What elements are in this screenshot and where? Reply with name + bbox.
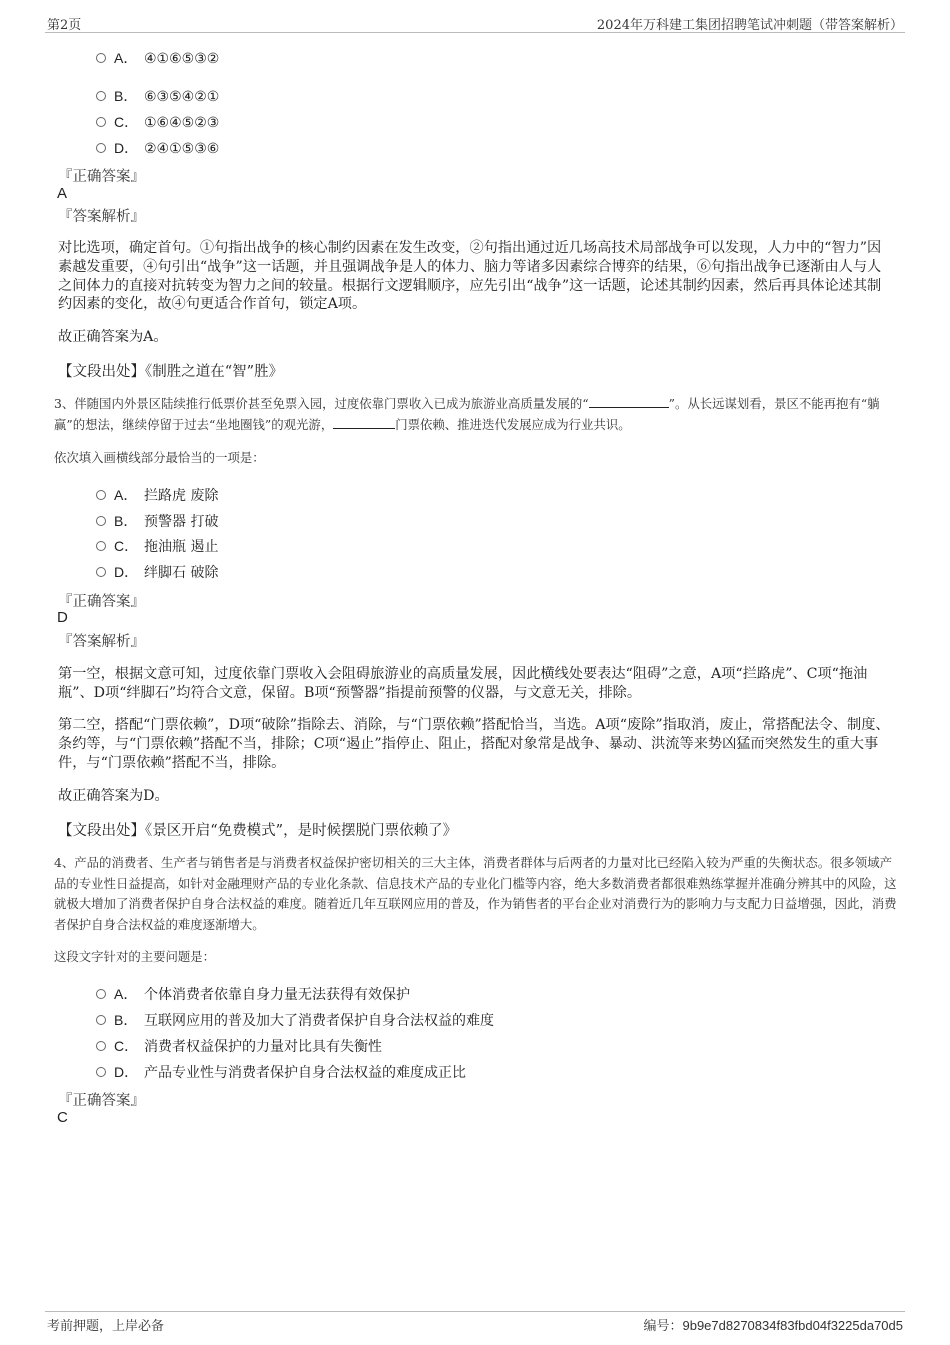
q3-answer: D bbox=[57, 609, 68, 626]
q3-conclusion: 故正确答案为D。 bbox=[58, 788, 169, 804]
q2-option-a[interactable]: A． ④①⑥⑤③② bbox=[96, 48, 219, 68]
radio-icon[interactable] bbox=[96, 541, 106, 551]
q3-option-d[interactable]: D． 绊脚石 破除 bbox=[96, 562, 218, 582]
q4-option-a[interactable]: A． 个体消费者依靠自身力量无法获得有效保护 bbox=[96, 984, 410, 1004]
q4-option-d[interactable]: D． 产品专业性与消费者保护自身合法权益的难度成正比 bbox=[96, 1062, 466, 1082]
document-title: 2024年万科建工集团招聘笔试冲刺题（带答案解析） bbox=[596, 18, 903, 33]
q3-option-a[interactable]: A． 拦路虎 废除 bbox=[96, 485, 218, 505]
q2-answer: A bbox=[57, 185, 68, 202]
document-code: 编号：9b9e7d8270834f83fbd04f3225da70d5 bbox=[643, 1318, 903, 1333]
radio-icon[interactable] bbox=[96, 1015, 106, 1025]
q2-option-d[interactable]: D． ②④①⑤③⑥ bbox=[96, 138, 219, 158]
radio-icon[interactable] bbox=[96, 117, 106, 127]
q2-analysis-label: 『答案解析』 bbox=[58, 209, 145, 225]
radio-icon[interactable] bbox=[96, 91, 106, 101]
radio-icon[interactable] bbox=[96, 1067, 106, 1077]
footer-slogan: 考前押题，上岸必备 bbox=[47, 1319, 165, 1334]
q2-conclusion: 故正确答案为A。 bbox=[58, 329, 168, 345]
q4-stem: 4、产品的消费者、生产者与销售者是与消费者权益保护密切相关的三大主体，消费者群体与后两者的力量对比已经陷入较为严重的失衡状态。很多领域产品的专业性日益提高，如针对金融理财产品的专业化条款、信息技术产品的专业化门槛等内容，绝大多数消费者都很难熟练掌握并准确分辨其中的风险，这就极大增加了消费者保护自身合法权益的难度。随着近几年互联网应用的普及，作为销售者的平台企业对消费行为的影响力与支配力日益增强，因此，消费者保护自身合法权益的难度逐渐增大。 bbox=[54, 855, 897, 932]
q2-option-b[interactable]: B． ⑥③⑤④②① bbox=[96, 86, 219, 106]
page-footer bbox=[45, 1311, 905, 1334]
page-number: 第2页 bbox=[47, 18, 82, 33]
radio-icon[interactable] bbox=[96, 989, 106, 999]
q4-prompt: 这段文字针对的主要问题是： bbox=[54, 949, 216, 964]
q3-analysis-label: 『答案解析』 bbox=[58, 634, 145, 650]
radio-icon[interactable] bbox=[96, 143, 106, 153]
radio-icon[interactable] bbox=[96, 53, 106, 63]
radio-icon[interactable] bbox=[96, 1041, 106, 1051]
radio-icon[interactable] bbox=[96, 490, 106, 500]
q4-option-c[interactable]: C． 消费者权益保护的力量对比具有失衡性 bbox=[96, 1036, 382, 1056]
q3-stem: 3、伴随国内外景区陆续推行低票价甚至免票入园，过度依靠门票收入已成为旅游业高质量发展的“ ”。从长远谋划看，景区不能再抱有“躺赢”的想法，继续停留于过去“坐地圈钱”的观光游， 门票依赖、推进迭代发展应成为行业共识。 bbox=[54, 396, 880, 432]
q3-analysis-2: 第二空，搭配“门票依赖”，D项“破除”指除去、消除，与“门票依赖”搭配恰当，当选。A项“废除”指取消，废止，常搭配法令、制度、条约等，与“门票依赖”搭配不当，排除；C项“遏止”指停止、阻止，搭配对象常是战争、暴动、洪流等来势凶猛而突然发生的重大事件，与“门票依赖”搭配不当，排除。 bbox=[58, 717, 890, 771]
q3-analysis-1: 第一空，根据文意可知，过度依靠门票收入会阻碍旅游业的高质量发展，因此横线处要表达“阻碍”之意，A项“拦路虎”、C项“拖油瓶”、D项“绊脚石”均符合文意，保留。B项“预警器”指提前预警的仪器，与文意无关，排除。 bbox=[58, 666, 868, 701]
answer-blank bbox=[589, 395, 669, 408]
q4-option-b[interactable]: B． 互联网应用的普及加大了消费者保护自身合法权益的难度 bbox=[96, 1010, 494, 1030]
q3-answer-label: 『正确答案』 bbox=[58, 594, 145, 610]
q4-answer-label: 『正确答案』 bbox=[58, 1093, 145, 1109]
radio-icon[interactable] bbox=[96, 567, 106, 577]
page-header bbox=[45, 14, 905, 33]
q2-source: 【文段出处】《制胜之道在“智”胜》 bbox=[58, 364, 284, 380]
q3-prompt: 依次填入画横线部分最恰当的一项是： bbox=[54, 450, 265, 465]
radio-icon[interactable] bbox=[96, 516, 106, 526]
answer-blank bbox=[333, 416, 395, 429]
q2-analysis: 对比选项，确定首句。①句指出战争的核心制约因素在发生改变，②句指出通过近几场高技术局部战争可以发现，人力中的“智力”因素越发重要，④句引出“战争”这一话题，并且强调战争是人的体力、脑力等诸多因素综合博弈的结果，⑥句指出战争已逐渐由人与人之间体力的直接对抗转变为智力之间的较量。根据行文逻辑顺序，应先引出“战争”这一话题，论述其制约因素，然后再具体论述其制约因素的变化，故④句更适合作首句，锁定A项。 bbox=[58, 240, 882, 313]
q3-option-c[interactable]: C． 拖油瓶 遏止 bbox=[96, 536, 218, 556]
q2-answer-label: 『正确答案』 bbox=[58, 169, 145, 185]
q3-source: 【文段出处】《景区开启“免费模式”，是时候摆脱门票依赖了》 bbox=[58, 823, 458, 839]
q2-option-c[interactable]: C． ①⑥④⑤②③ bbox=[96, 112, 219, 132]
q4-answer: C bbox=[57, 1109, 68, 1126]
q3-option-b[interactable]: B． 预警器 打破 bbox=[96, 511, 218, 531]
